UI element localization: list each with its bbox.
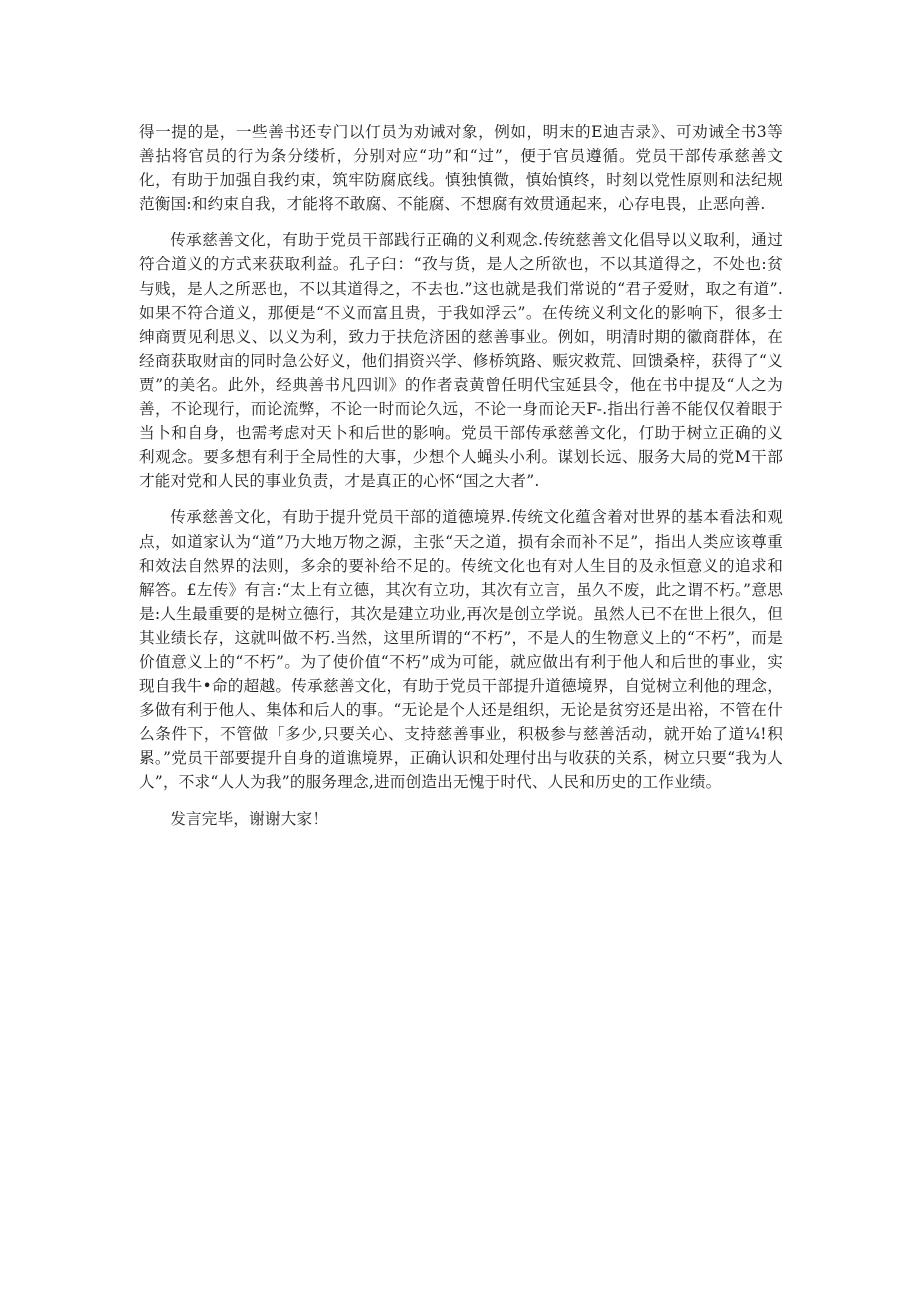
paragraph-1: 得一提的是，一些善书还专门以仃员为劝诫对象，例如，明末的E迪吉录》、可劝诫全书3等善拈将官员的行为条分缕析，分别对应“功”和“过”，便于官员遵循。党员干部传承慈善文化，有助于加强自我约束，筑牢防腐底线。慎独慎微，慎始慎终，时刻以党性原则和法纪规范衡国:和约束自我，才能将不敢腐、不能腐、不想腐有效贯通起来，心存电畏，止恶向善.	[139, 123, 783, 214]
document-body	[139, 120, 783, 843]
paragraph-2: 传承慈善文化，有助于党员干部践行正确的义利观念.传统慈善文化倡导以义取利，通过符合道义的方式来获取利益。孔子臼：“孜与货，是人之所欲也，不以其道得之，不处也:贫与贱，是人之所恶也，不以其道得之，不去也.”这也就是我们常说的“君子爱财，取之有道”.如果不符合道义，那便是“不义而富且贵，于我如浮云”。在传统义利文化的影响下，很多士绅商贾见利思义、以义为利，致力于扶危济困的慈善事业。例如，明清时期的徽商群体，在经商获取财亩的同时急公好义，他们捐资兴学、修桥筑路、赈灾救荒、回馈桑梓，获得了“义贾”的美名。此外，经典善书凡四训》的作者袁黄曾任明代宝延县令，他在书中提及“人之为善，不论现行，而论流弊，不论一时而论久远，不论一身而论天F-.指出行善不能仅仅着眼于当卜和自身，也需考虑对天卜和后世的影响。党员干部传承慈善文化，仃助于树立正确的义利观念。要多想有利于全局性的大事，少想个人蝇头小利。谋划长远、服务大局的党M干部才能对党和人民的事业负责，才是真正的心怀“国之大者”.	[139, 231, 783, 491]
paragraph-3: 传承慈善文化，有助于提升党员干部的道德境界.传统文化蕴含着对世界的基本看法和观点，如道家认为“道”乃大地万物之源，主张“天之道，损有余而补不足”，指出人类应该尊重和效法自然界的法则，多余的要补给不足的。传统文化也有对人生目的及永恒意义的追求和解答。£左传》有言:“太上有立德，其次有立功，其次有立言，虽久不废，此之谓不朽。”意思是:人生最重要的是树立德行，其次是建立功业,再次是创立学说。虽然人已不在世上很久，但其业绩长存，这就叫做不朽.当然，这里所谓的“不朽”，不是人的生物意义上的“不朽”，而是价值意义上的“不朽”。为了使价值“不朽”成为可能，就应做出有利于他人和后世的事业，实现自我牛•命的超越。传承慈善文化，有助于党员干部提升道德境界，自觉树立利他的理念，多做有利于他人、集体和后人的事。“无论是个人还是组织，无论是贫穷还是出裕，不管在什么条件下，不管做「多少,只要关心、支持慈善事业，积极参与慈善活动，就开始了道¼!积累。”党员干部要提升自身的道谯境界，正确认识和处理付出与收获的关系，树立只要“我为人人”，不求“人人为我”的服务理念,进而创造出无愧于时代、人民和历史的工作业绩。	[139, 508, 783, 792]
paragraph-closing: 发言完毕，谢谢大家！	[170, 809, 329, 828]
